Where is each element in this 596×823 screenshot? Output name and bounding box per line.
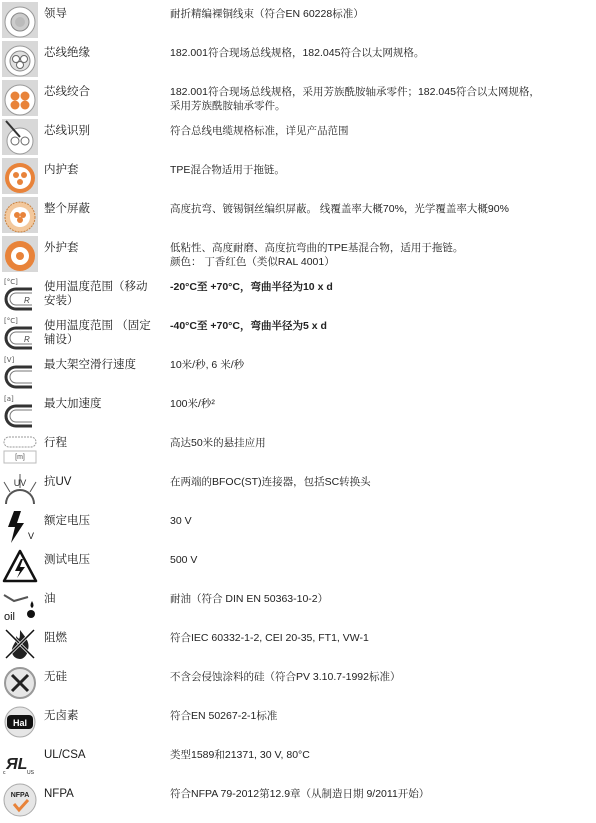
overall-shield-icon bbox=[2, 197, 38, 233]
spec-label: 阻燃 bbox=[44, 632, 67, 644]
spec-label-line: 铺设） bbox=[44, 334, 79, 346]
spec-value: 不含会侵蚀涂料的硅（符合PV 3.10.7-1992标准） bbox=[170, 671, 401, 683]
uv-resistance-icon bbox=[2, 470, 38, 506]
spec-label: 芯线识别 bbox=[44, 125, 90, 137]
icon-text: [°C] bbox=[4, 317, 18, 325]
spec-label: UL/CSA bbox=[44, 749, 86, 761]
icon-text: Hal bbox=[12, 718, 28, 728]
spec-label: 芯线绞合 bbox=[44, 86, 90, 98]
acceleration-bend-icon bbox=[2, 392, 38, 428]
spec-row-oil bbox=[0, 585, 596, 624]
spec-value: 符合NFPA 79-2012第12.9章（从制造日期 9/2011开始） bbox=[170, 788, 430, 800]
spec-value-line: 颜色： 丁香红色（类似RAL 4001） bbox=[170, 256, 335, 268]
spec-label: 无硅 bbox=[44, 671, 67, 683]
spec-row-nfpa bbox=[0, 780, 596, 819]
spec-row-core-stranding bbox=[0, 78, 596, 117]
svg-text:R: R bbox=[24, 296, 30, 305]
spec-value bbox=[170, 241, 590, 269]
core-identification-icon bbox=[2, 119, 38, 155]
spec-label bbox=[44, 280, 162, 308]
spec-row-max-acceleration bbox=[0, 390, 596, 429]
spec-row-ul-csa bbox=[0, 741, 596, 780]
spec-value: 30 V bbox=[170, 515, 192, 527]
spec-label-line: 使用温度范围 （固定 bbox=[44, 320, 151, 332]
spec-value: 耐折精编裸铜线束（符合EN 60228标准） bbox=[170, 8, 364, 20]
spec-value: 在两端的BFOC(ST)连接器，包括SC转换头 bbox=[170, 476, 371, 488]
icon-text: [V] bbox=[4, 356, 15, 364]
spec-value-line: 182.001符合现场总线规格，采用芳族酰胺轴承零件；182.045符合以太网规格， bbox=[170, 86, 540, 98]
icon-text: US bbox=[27, 770, 34, 776]
spec-label: 内护套 bbox=[44, 164, 79, 176]
silicone-free-icon bbox=[2, 665, 38, 701]
spec-value bbox=[170, 319, 590, 333]
inner-jacket-icon bbox=[2, 158, 38, 194]
nfpa-check-icon bbox=[2, 782, 38, 818]
core-insulation-icon bbox=[2, 41, 38, 77]
spec-label-line: 安装） bbox=[44, 295, 79, 307]
spec-row-uv bbox=[0, 468, 596, 507]
spec-value: 符合总线电缆规格标准，详见产品范围 bbox=[170, 125, 349, 137]
spec-label: 领导 bbox=[44, 8, 67, 20]
svg-text:ЯL: ЯL bbox=[6, 756, 28, 773]
spec-row-temp-moving bbox=[0, 273, 596, 312]
spec-value: 符合EN 50267-2-1标准 bbox=[170, 710, 278, 722]
spec-value-bold: -20°C至 +70°C，弯曲半径为10 x d bbox=[170, 281, 333, 293]
spec-label bbox=[44, 319, 162, 347]
spec-row-test-voltage bbox=[0, 546, 596, 585]
temperature-bend-icon bbox=[2, 314, 38, 350]
icon-text: NFPA bbox=[10, 792, 30, 799]
spec-label: NFPA bbox=[44, 788, 74, 800]
spec-row-travel bbox=[0, 429, 596, 468]
svg-text:R: R bbox=[24, 335, 30, 344]
spec-value: 符合IEC 60332-1-2, CEI 20-35, FT1, VW-1 bbox=[170, 632, 369, 644]
outer-jacket-icon bbox=[2, 236, 38, 272]
spec-label: 抗UV bbox=[44, 476, 72, 488]
spec-label: 测试电压 bbox=[44, 554, 90, 566]
spec-label: 芯线绝缘 bbox=[44, 47, 90, 59]
svg-text:c: c bbox=[3, 770, 6, 776]
spec-label: 整个屏蔽 bbox=[44, 203, 90, 215]
spec-row-core-insulation bbox=[0, 39, 596, 78]
spec-row-core-identification bbox=[0, 117, 596, 156]
spec-row-flame-retardant bbox=[0, 624, 596, 663]
spec-value: 耐油（符合 DIN EN 50363-10-2） bbox=[170, 593, 329, 605]
spec-label: 额定电压 bbox=[44, 515, 90, 527]
high-voltage-warning-icon bbox=[2, 548, 38, 584]
spec-value-line: 低粘性、高度耐磨、高度抗弯曲的TPE基混合物，适用于拖链。 bbox=[170, 242, 464, 254]
spec-label: 最大架空滑行速度 bbox=[44, 359, 136, 371]
spec-value-line: 采用芳族酰胺轴承零件。 bbox=[170, 100, 286, 112]
conductor-icon bbox=[2, 2, 38, 38]
icon-text: [a] bbox=[4, 395, 14, 403]
spec-value: 高度抗弯、镀锡铜丝编织屏蔽。 线覆盖率大概70%，光学覆盖率大概90% bbox=[170, 203, 509, 215]
spec-row-outer-jacket bbox=[0, 234, 596, 273]
spec-label: 无卤素 bbox=[44, 710, 79, 722]
spec-value bbox=[170, 280, 590, 294]
spec-value: TPE混合物适用于拖链。 bbox=[170, 164, 285, 176]
spec-value: 10米/秒, 6 米/秒 bbox=[170, 359, 245, 371]
spec-value: 182.001符合现场总线规格，182.045符合以太网规格。 bbox=[170, 47, 425, 59]
spec-row-inner-jacket bbox=[0, 156, 596, 195]
temperature-bend-icon bbox=[2, 275, 38, 311]
icon-text: oil bbox=[4, 611, 16, 623]
speed-bend-icon bbox=[2, 353, 38, 389]
halogen-free-icon bbox=[2, 704, 38, 740]
flame-retardant-icon bbox=[2, 626, 38, 662]
spec-value-bold: -40°C至 +70°C，弯曲半径为5 x d bbox=[170, 320, 327, 332]
spec-row-silicone-free bbox=[0, 663, 596, 702]
ul-recognized-icon bbox=[2, 743, 38, 779]
spec-row-overall-shield bbox=[0, 195, 596, 234]
spec-value: 高达50米的悬挂应用 bbox=[170, 437, 266, 449]
spec-row-halogen-free bbox=[0, 702, 596, 741]
icon-text: V bbox=[28, 531, 35, 541]
spec-label: 最大加速度 bbox=[44, 398, 102, 410]
spec-label: 外护套 bbox=[44, 242, 79, 254]
spec-value: 500 V bbox=[170, 554, 198, 566]
lightning-voltage-icon bbox=[2, 509, 38, 545]
icon-text: UV bbox=[13, 478, 27, 488]
icon-text: [m] bbox=[15, 454, 25, 461]
travel-length-icon bbox=[2, 431, 38, 467]
spec-label: 油 bbox=[44, 593, 56, 605]
core-stranding-icon bbox=[2, 80, 38, 116]
spec-row-temp-fixed bbox=[0, 312, 596, 351]
spec-row-max-speed bbox=[0, 351, 596, 390]
oil-resistance-icon bbox=[2, 587, 38, 623]
icon-text: [°C] bbox=[4, 278, 18, 286]
spec-label-line: 使用温度范围（移动 bbox=[44, 281, 148, 293]
spec-value: 100米/秒² bbox=[170, 398, 215, 410]
spec-value bbox=[170, 85, 590, 113]
spec-row-rated-voltage bbox=[0, 507, 596, 546]
spec-value: 类型1589和21371, 30 V, 80°C bbox=[170, 749, 310, 761]
spec-label: 行程 bbox=[44, 437, 67, 449]
spec-row-conductor bbox=[0, 0, 596, 39]
